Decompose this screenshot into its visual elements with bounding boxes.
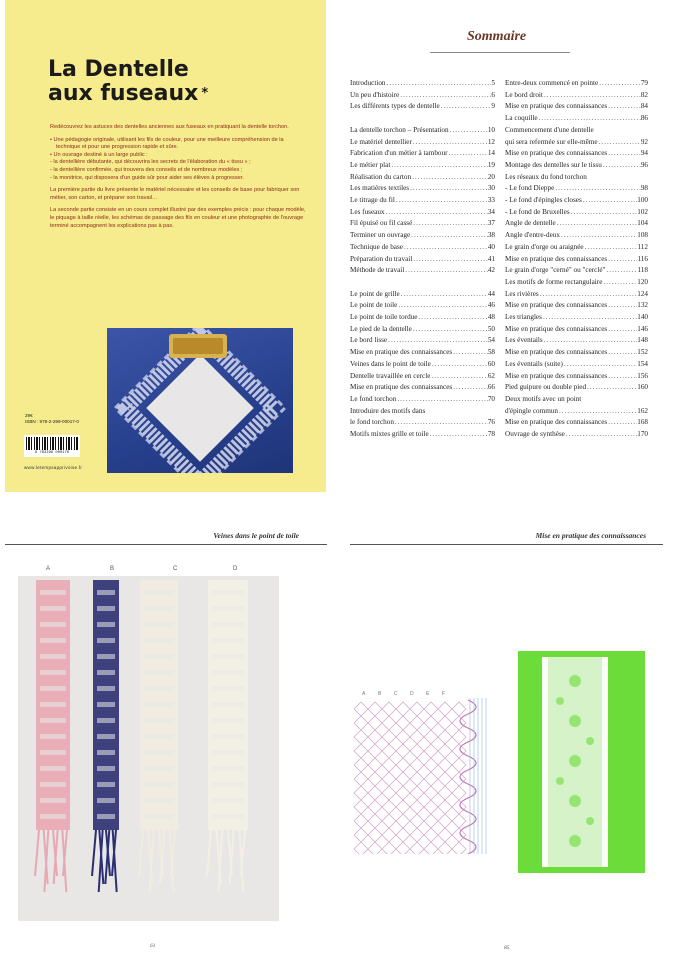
lace-strip bbox=[92, 580, 119, 892]
toc-leader-dots bbox=[411, 172, 488, 184]
page-85-header: Mise en pratique des connaissances bbox=[535, 531, 646, 540]
toc-entry-title: Réalisation du carton bbox=[350, 172, 412, 181]
toc-leader-dots bbox=[602, 277, 637, 289]
toc-entry-page: 79 bbox=[640, 79, 648, 87]
lace-samples-photo bbox=[18, 576, 279, 921]
toc-entry-page: 96 bbox=[640, 160, 648, 169]
toc-entry-page: 46 bbox=[487, 301, 495, 310]
toc-entry-title: Pied guipure ou double pied bbox=[505, 383, 587, 392]
page-number-85: 85 bbox=[504, 945, 510, 951]
toc-leader-dots bbox=[394, 417, 488, 429]
toc-leader-dots bbox=[395, 195, 488, 207]
toc-entry-page: 41 bbox=[487, 254, 495, 263]
toc-leader-dots bbox=[449, 125, 488, 137]
toc-leader-dots bbox=[410, 230, 488, 242]
toc-leader-dots bbox=[412, 218, 488, 230]
toc-entry-page: 40 bbox=[487, 242, 495, 251]
toc-entry[interactable] bbox=[505, 148, 648, 160]
toc-leader-dots bbox=[607, 254, 637, 266]
toc-leader-dots bbox=[602, 160, 641, 172]
toc-leader-dots bbox=[563, 359, 637, 371]
toc-entry[interactable] bbox=[350, 172, 495, 184]
toc-entry-title: Préparation du travail bbox=[350, 254, 413, 263]
toc-entry-title: Le métier plat bbox=[350, 160, 391, 169]
toc-entry-page: 54 bbox=[487, 336, 495, 345]
toc-entry-page: 42 bbox=[487, 266, 495, 275]
toc-entry-page: 37 bbox=[487, 219, 495, 228]
toc-entry-title: Le bord lisse bbox=[350, 336, 388, 345]
toc-leader-dots bbox=[598, 78, 641, 90]
toc-entry-title: La dentelle torchon – Présentation bbox=[350, 125, 449, 134]
toc-entry-title: qui sera refermée sur elle-même bbox=[505, 137, 598, 146]
toc-entry-page: 50 bbox=[487, 324, 495, 333]
toc-leader-dots bbox=[425, 406, 495, 418]
toc-entry[interactable] bbox=[505, 242, 648, 254]
toc-entry-title: Les différents types de dentelle bbox=[350, 102, 440, 111]
toc-leader-dots bbox=[587, 172, 648, 184]
toc-entry-title: Méthode de travail bbox=[350, 266, 405, 275]
toc-leader-dots bbox=[598, 137, 641, 149]
toc-entry[interactable] bbox=[505, 160, 648, 172]
toc-entry[interactable] bbox=[350, 371, 495, 383]
toc-entry-page: 98 bbox=[640, 184, 648, 193]
toc-entry-title: - Le fond de Bruxelles bbox=[505, 207, 570, 216]
toc-entry[interactable] bbox=[505, 195, 648, 207]
toc-leader-dots bbox=[586, 382, 637, 394]
toc-entry-page: 94 bbox=[640, 149, 648, 158]
toc-entry[interactable] bbox=[505, 207, 648, 219]
toc-entry-page: 124 bbox=[637, 289, 648, 298]
toc-entry[interactable] bbox=[350, 160, 495, 172]
green-lace-photo bbox=[518, 651, 645, 873]
toc-entry-title: Ouvrage de synthèse bbox=[505, 430, 565, 439]
toc-leader-dots bbox=[430, 371, 487, 383]
toc-entry-title: Terminer un ouvrage bbox=[350, 231, 411, 240]
barcode-digits: 9 782299 000170 bbox=[34, 451, 70, 455]
toc-leader-dots bbox=[538, 113, 641, 125]
toc-entry-page: 120 bbox=[637, 277, 648, 286]
sample-letter-c: C bbox=[173, 566, 178, 572]
toc-leader-dots bbox=[396, 394, 488, 406]
toc-entry-page: 102 bbox=[637, 207, 648, 216]
toc-entry-title: Mise en pratique des connaissances bbox=[505, 418, 608, 427]
book-title-line-2: aux fuseaux bbox=[48, 81, 199, 106]
toc-entry-page: 76 bbox=[487, 418, 495, 427]
toc-leader-dots bbox=[448, 148, 488, 160]
toc-entry[interactable] bbox=[505, 113, 648, 125]
toc-entry-title: La coquille bbox=[505, 114, 538, 123]
toc-entry-page: 132 bbox=[637, 301, 648, 310]
toc-entry-page: 14 bbox=[487, 149, 495, 158]
toc-leader-dots bbox=[607, 371, 637, 383]
toc-entry-title: Mise en pratique des connaissances bbox=[505, 102, 608, 111]
toc-entry-page: 112 bbox=[637, 242, 648, 251]
toc-entry-page: 154 bbox=[637, 359, 648, 368]
toc-entry-title: Le grain d'orge ou araignée bbox=[505, 242, 584, 251]
page-61-header: Veines dans le point de toile bbox=[213, 531, 299, 540]
toc-leader-dots bbox=[403, 242, 488, 254]
toc-entry[interactable] bbox=[505, 90, 648, 102]
toc-entry-title: Introduction bbox=[350, 79, 386, 87]
toc-entry-page: 6 bbox=[491, 90, 495, 99]
toc-entry-page: 104 bbox=[637, 219, 648, 228]
page-61 bbox=[0, 518, 333, 956]
toc-entry-title: - Le fond d'épingles closes bbox=[505, 196, 582, 205]
toc-entry[interactable] bbox=[350, 254, 495, 266]
toc-entry-page: 108 bbox=[637, 231, 648, 240]
back-cover bbox=[5, 0, 326, 492]
diagram-letter: E bbox=[426, 691, 430, 697]
toc-leader-dots bbox=[399, 90, 491, 102]
toc-entry[interactable] bbox=[505, 359, 648, 371]
toc-entry-page: 38 bbox=[487, 231, 495, 240]
toc-entry-page: 12 bbox=[487, 137, 495, 146]
toc-entry[interactable] bbox=[505, 429, 648, 441]
toc-entry-page: 84 bbox=[640, 102, 648, 111]
page-85-header-rule bbox=[350, 544, 663, 545]
toc-entry[interactable] bbox=[505, 137, 648, 149]
toc-entry[interactable] bbox=[350, 312, 495, 324]
toc-leader-dots bbox=[570, 207, 638, 219]
toc-entry-title: Les rivières bbox=[505, 289, 539, 298]
toc-leader-dots bbox=[558, 406, 637, 418]
toc-entry-page: 78 bbox=[487, 430, 495, 439]
cover-doily-photo bbox=[107, 328, 293, 473]
sample-letter-b: B bbox=[110, 566, 115, 572]
toc-left-column bbox=[350, 78, 495, 441]
sample-letter-d: D bbox=[233, 566, 238, 572]
toc-entry-title: Un peu d'histoire bbox=[350, 90, 400, 99]
isbn-block bbox=[25, 413, 79, 425]
toc-entry-title: Les éventails bbox=[505, 336, 543, 345]
toc-gap bbox=[350, 277, 495, 289]
toc-leader-dots bbox=[404, 265, 488, 277]
toc-entry-page: 19 bbox=[487, 160, 495, 169]
toc-entry[interactable] bbox=[350, 359, 495, 371]
book-title bbox=[48, 58, 208, 106]
cover-bullet: • Un ouvrage destiné à un large public : bbox=[50, 151, 148, 158]
toc-leader-dots bbox=[431, 359, 488, 371]
cover-intro: Redécouvrez les astuces des dentelles anciennes aux fuseaux en pratiquant la dentelle torchon. bbox=[50, 124, 289, 130]
toc-entry-page: 146 bbox=[637, 324, 648, 333]
toc-entry-page: 62 bbox=[487, 371, 495, 380]
toc-leader-dots bbox=[543, 335, 637, 347]
toc-entry-title: Deux motifs avec un point bbox=[505, 394, 582, 403]
toc-leader-dots bbox=[607, 148, 641, 160]
cover-sub-bullet: - la dentellière confirmée, qui trouvera des conseils et de nombreux modèles ; bbox=[50, 166, 243, 173]
toc-entry[interactable] bbox=[350, 137, 495, 149]
toc-entry-page: 10 bbox=[487, 125, 495, 134]
cover-blurb bbox=[50, 124, 306, 235]
toc-leader-dots bbox=[417, 312, 487, 324]
toc-entry[interactable] bbox=[350, 101, 495, 113]
toc-entry-title: Introduire des motifs dans bbox=[350, 406, 426, 415]
toc-entry-page: 118 bbox=[637, 266, 648, 275]
diagram-letter: C bbox=[394, 691, 398, 697]
toc-leader-dots bbox=[594, 125, 648, 137]
toc-right-column bbox=[505, 78, 648, 441]
toc-entry-title: Mise en pratique des connaissances bbox=[505, 149, 608, 158]
sample-letters bbox=[0, 566, 333, 576]
toc-leader-dots bbox=[607, 347, 637, 359]
toc-entry-page: 30 bbox=[487, 184, 495, 193]
toc-leader-dots bbox=[607, 300, 637, 312]
isbn: ISBN : 978-2-299-00017-0 bbox=[25, 419, 79, 424]
toc-entry[interactable] bbox=[350, 195, 495, 207]
toc-entry-title: Le titrage du fil bbox=[350, 196, 395, 205]
toc-leader-dots bbox=[429, 429, 488, 441]
toc-leader-dots bbox=[539, 289, 637, 301]
diagram-letter: B bbox=[378, 691, 382, 697]
toc-leader-dots bbox=[385, 207, 488, 219]
toc-entry[interactable] bbox=[350, 207, 495, 219]
toc-entry-page: 140 bbox=[637, 313, 648, 322]
book-title-line-1: La Dentelle bbox=[48, 57, 189, 82]
toc-entry[interactable] bbox=[505, 125, 648, 137]
diagram-letter: F bbox=[442, 691, 446, 697]
page-85 bbox=[340, 518, 673, 956]
toc-title-rule bbox=[430, 52, 570, 53]
toc-leader-dots bbox=[607, 417, 637, 429]
toc-leader-dots bbox=[556, 218, 638, 230]
cover-paragraph: La première partie du livre présente le matériel nécessaire et les conseils de base pour fabriquer son métier, son carton, et préparer son travail… bbox=[50, 187, 300, 201]
toc-entry-title: Les éventails (suite) bbox=[505, 359, 563, 368]
cover-bullet: • Une pédagogie originale, utilisant les fils de couleur, pour une meilleure compréhension de la technique et pour une progression rapide et sûre. bbox=[50, 136, 284, 151]
toc-entry[interactable] bbox=[505, 371, 648, 383]
toc-entry-title: Le matériel dentellier bbox=[350, 137, 412, 146]
toc-entry-page: 92 bbox=[640, 137, 648, 146]
toc-entry-page: 58 bbox=[487, 348, 495, 357]
toc-entry[interactable] bbox=[350, 417, 495, 429]
toc-leader-dots bbox=[452, 347, 488, 359]
toc-entry[interactable] bbox=[350, 230, 495, 242]
toc-entry-title: Mise en pratique des connaissances bbox=[505, 301, 608, 310]
toc-entry-title: Technique de base bbox=[350, 242, 403, 251]
toc-entry[interactable] bbox=[350, 242, 495, 254]
toc-entry-title: le fond torchon bbox=[350, 418, 394, 427]
toc-gap bbox=[350, 113, 495, 125]
toc-entry-page: 20 bbox=[487, 172, 495, 181]
lace-strip bbox=[139, 580, 178, 892]
toc-entry[interactable] bbox=[505, 289, 648, 301]
toc-leader-dots bbox=[386, 78, 492, 90]
toc-entry[interactable] bbox=[505, 347, 648, 359]
toc-entry[interactable] bbox=[505, 101, 648, 113]
toc-leader-dots bbox=[412, 254, 488, 266]
toc-entry-page: 170 bbox=[637, 430, 648, 439]
toc-entry[interactable] bbox=[350, 183, 495, 195]
toc-entry[interactable] bbox=[350, 289, 495, 301]
toc-entry-title: - Le fond Dieppe bbox=[505, 184, 555, 193]
diagram-letter: D bbox=[410, 691, 414, 697]
toc-entry-title: Le grain d'orge "cerné" ou "cerclé" bbox=[505, 266, 606, 275]
toc-entry[interactable] bbox=[350, 265, 495, 277]
doily-illustration bbox=[107, 328, 293, 473]
toc-entry-title: Les matières textiles bbox=[350, 184, 410, 193]
diagram-letter: A bbox=[362, 691, 366, 697]
toc-leader-dots bbox=[412, 324, 488, 336]
toc-entry-title: Angle de dentelle bbox=[505, 219, 556, 228]
toc-entry-title: Le point de grille bbox=[350, 289, 400, 298]
toc-entry[interactable] bbox=[350, 429, 495, 441]
toc-entry[interactable] bbox=[350, 394, 495, 406]
toc-entry-title: d'épingle commun bbox=[505, 406, 558, 415]
toc-entry-title: Mise en pratique des connaissances bbox=[350, 348, 453, 357]
pricking-diagram bbox=[350, 686, 490, 854]
toc-entry-page: 152 bbox=[637, 348, 648, 357]
toc-leader-dots bbox=[390, 160, 488, 172]
toc-leader-dots bbox=[584, 242, 638, 254]
toc-entry[interactable] bbox=[505, 335, 648, 347]
toc-entry-page: 148 bbox=[637, 336, 648, 345]
toc-entry-page: 9 bbox=[491, 102, 495, 111]
toc-title: Sommaire bbox=[467, 29, 527, 44]
toc-entry-page: 48 bbox=[487, 313, 495, 322]
toc-entry[interactable] bbox=[505, 300, 648, 312]
toc-leader-dots bbox=[542, 312, 637, 324]
toc-leader-dots bbox=[581, 394, 648, 406]
toc-entry-title: Le point de toile tordue bbox=[350, 313, 418, 322]
barcode-bars bbox=[26, 437, 78, 450]
toc-leader-dots bbox=[565, 429, 637, 441]
toc-entry-page: 60 bbox=[487, 359, 495, 368]
toc-leader-dots bbox=[412, 137, 488, 149]
toc-entry-page: 5 bbox=[491, 79, 495, 87]
toc-entry[interactable] bbox=[350, 300, 495, 312]
page-number-61: 61 bbox=[150, 943, 156, 949]
toc-entry[interactable] bbox=[505, 254, 648, 266]
toc-entry[interactable] bbox=[505, 172, 648, 184]
toc-entry[interactable] bbox=[350, 90, 495, 102]
barcode bbox=[24, 435, 80, 457]
toc-entry-page: 116 bbox=[637, 254, 648, 263]
toc-entry-title: Les motifs de forme rectangulaire bbox=[505, 277, 603, 286]
cover-paragraph: La seconde partie consiste en un cours complet illustré par des exemples précis : pour chaque modèle, le piquage à taille réelle, les schémas de passage des fils en couleur et une photographie de l'ouvrage terminé accompagnent les explications pas à pas. bbox=[50, 207, 306, 229]
cover-sub-bullet: - la dentellière débutante, qui découvrira les secrets de l'élaboration du « tissu » ; bbox=[50, 159, 251, 166]
toc-entry-title: Dentelle travaillée en cercle bbox=[350, 371, 431, 380]
toc-leader-dots bbox=[560, 230, 637, 242]
toc-entry[interactable] bbox=[505, 218, 648, 230]
toc-entry-title: Entre-deux commencé en pointe bbox=[505, 79, 599, 87]
price-code: 29€ bbox=[25, 413, 33, 418]
toc-leader-dots bbox=[607, 101, 641, 113]
toc-entry-title: Angle d'entre-deux bbox=[505, 231, 560, 240]
toc-entry-page: 160 bbox=[637, 383, 648, 392]
toc-entry-title: Le point de toile bbox=[350, 301, 398, 310]
toc-entry[interactable] bbox=[350, 406, 495, 418]
toc-entry[interactable] bbox=[505, 265, 648, 277]
toc-entry-title: Veines dans le point de toile bbox=[350, 359, 431, 368]
title-asterisk: * bbox=[201, 86, 209, 101]
lace-strip bbox=[35, 580, 70, 892]
toc-entry-title: Le bord droit bbox=[505, 90, 543, 99]
toc-entry-title: Fil épuisé ou fil cassé bbox=[350, 219, 413, 228]
toc-entry-page: 168 bbox=[637, 418, 648, 427]
toc-entry-page: 33 bbox=[487, 196, 495, 205]
toc-entry[interactable] bbox=[505, 394, 648, 406]
toc-entry-title: Commencement d'une dentelle bbox=[505, 125, 594, 134]
toc-entry[interactable] bbox=[350, 335, 495, 347]
toc-leader-dots bbox=[387, 335, 488, 347]
toc-entry[interactable] bbox=[505, 406, 648, 418]
toc-entry-title: Montage des dentelles sur le tissu bbox=[505, 160, 602, 169]
toc-entry[interactable] bbox=[350, 125, 495, 137]
toc-leader-dots bbox=[543, 90, 641, 102]
toc-leader-dots bbox=[452, 382, 488, 394]
toc-entry[interactable] bbox=[505, 277, 648, 289]
toc-entry-page: 156 bbox=[637, 371, 648, 380]
toc-entry-title: Le pied de la dentelle bbox=[350, 324, 412, 333]
toc-leader-dots bbox=[440, 101, 492, 113]
thread-path-diagram bbox=[350, 686, 490, 854]
toc-entry-page: 44 bbox=[487, 289, 495, 298]
toc-entry-page: 162 bbox=[637, 406, 648, 415]
toc-leader-dots bbox=[554, 183, 641, 195]
toc-leader-dots bbox=[607, 324, 637, 336]
toc-entry-page: 100 bbox=[637, 196, 648, 205]
toc-entry[interactable] bbox=[505, 324, 648, 336]
toc-entry-page: 34 bbox=[487, 207, 495, 216]
sample-letter-a: A bbox=[46, 566, 51, 572]
toc-entry[interactable] bbox=[505, 230, 648, 242]
page-61-header-rule bbox=[5, 544, 327, 545]
lace-strips-illustration bbox=[18, 576, 279, 921]
toc-entry-title: Les fuseaux bbox=[350, 207, 385, 216]
toc-leader-dots bbox=[400, 289, 488, 301]
cover-sub-bullet: - la monitrice, qui disposera d'un guide sûr pour aider ses élèves à progresser. bbox=[50, 174, 244, 181]
toc-entry[interactable] bbox=[505, 382, 648, 394]
toc-entry-page: 82 bbox=[640, 90, 648, 99]
toc-entry-title: Les réseaux du fond torchon bbox=[505, 172, 587, 181]
toc-entry[interactable] bbox=[350, 324, 495, 336]
toc-entry-title: Mise en pratique des connaissances bbox=[505, 371, 608, 380]
toc-entry[interactable] bbox=[505, 78, 648, 90]
toc-entry[interactable] bbox=[505, 183, 648, 195]
toc-leader-dots bbox=[582, 195, 637, 207]
toc-entry-title: Mise en pratique des connaissances bbox=[505, 324, 608, 333]
toc-entry-title: Le fond torchon bbox=[350, 394, 397, 403]
lace-strip bbox=[207, 580, 248, 892]
toc-entry[interactable] bbox=[505, 417, 648, 429]
toc-entry-title: Mise en pratique des connaissances bbox=[505, 254, 608, 263]
toc-entry[interactable] bbox=[350, 218, 495, 230]
table-of-contents-page bbox=[337, 0, 667, 492]
toc-leader-dots bbox=[409, 183, 488, 195]
toc-entry[interactable] bbox=[505, 312, 648, 324]
toc-entry-title: Mise en pratique des connaissances bbox=[350, 383, 453, 392]
toc-leader-dots bbox=[397, 300, 488, 312]
toc-entry-page: 86 bbox=[640, 114, 648, 123]
toc-entry-page: 66 bbox=[487, 383, 495, 392]
white-lace-strip bbox=[518, 651, 645, 873]
toc-entry-page: 70 bbox=[487, 394, 495, 403]
toc-entry[interactable] bbox=[350, 347, 495, 359]
toc-entry[interactable] bbox=[350, 148, 495, 160]
toc-leader-dots bbox=[606, 265, 638, 277]
publisher-url: www.letempsapprivoise.fr bbox=[24, 465, 83, 470]
toc-entry-title: Mise en pratique des connaissances bbox=[505, 348, 608, 357]
toc-entry-title: Motifs mixtes grille et toile bbox=[350, 430, 429, 439]
toc-entry-title: Fabrication d'un métier à tambour bbox=[350, 149, 448, 158]
cover-bullets bbox=[50, 137, 306, 183]
toc-entry-title: Les triangles bbox=[505, 313, 542, 322]
toc-entry[interactable] bbox=[350, 78, 495, 90]
toc-entry[interactable] bbox=[350, 382, 495, 394]
